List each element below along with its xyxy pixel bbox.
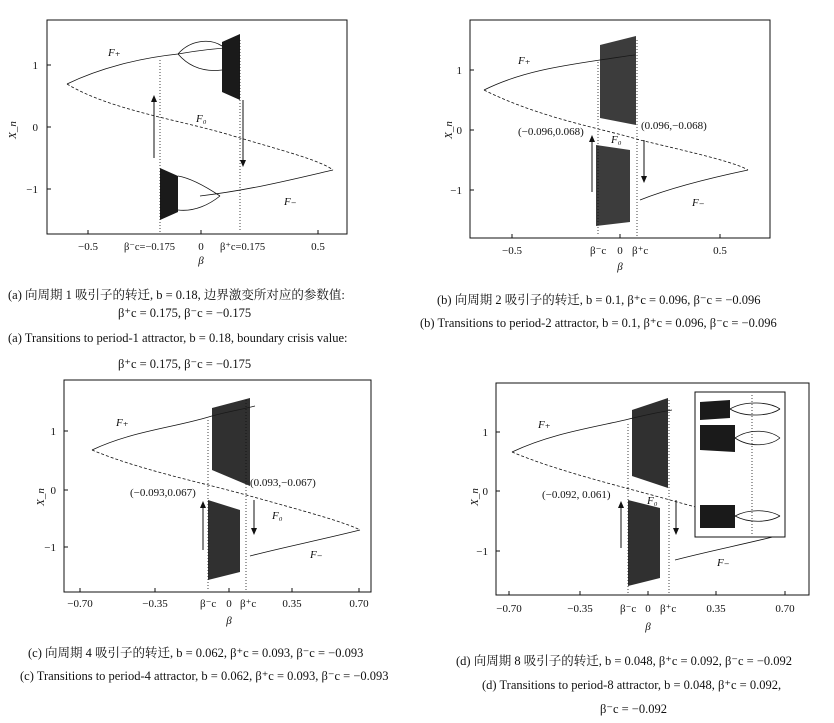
panel-c-label-fplus: F₊ bbox=[116, 417, 129, 429]
panel-c-label-f0: F₀ bbox=[272, 510, 283, 522]
panel-d-xtick: 0 bbox=[645, 603, 651, 615]
panel-a-label-fplus: F₊ bbox=[108, 47, 121, 59]
panel-d-xtick: 0.70 bbox=[775, 603, 795, 615]
panel-a-caption-cn: (a) 向周期 1 吸引子的转迁, b = 0.18, 边界激变所对应的参数值: bbox=[8, 288, 345, 302]
panel-c-xtick: 0.70 bbox=[349, 598, 369, 610]
panel-c-xlabel: β bbox=[226, 615, 232, 627]
panel-b-beta-plus: β⁺c bbox=[632, 245, 649, 257]
panel-a-label-fminus: F₋ bbox=[284, 196, 297, 208]
panel-b-caption-en: (b) Transitions to period-2 attractor, b = 0.1, β⁺c = 0.096, β⁻c = −0.096 bbox=[420, 316, 777, 330]
panel-d-caption-en-2: β⁻c = −0.092 bbox=[600, 702, 667, 716]
panel-a-ytick: 1 bbox=[32, 60, 38, 72]
panel-b-point-2: (0.096,−0.068) bbox=[641, 120, 707, 132]
panel-a-fminus-branch bbox=[200, 170, 333, 196]
panel-d-caption-en: (d) Transitions to period-8 attractor, b = 0.048, β⁺c = 0.092, bbox=[482, 678, 782, 692]
panel-a-caption-cn-2: β⁺c = 0.175, β⁻c = −0.175 bbox=[118, 306, 252, 320]
panel-b-xtick: 0 bbox=[617, 245, 623, 257]
panel-a-unstable-branch bbox=[67, 84, 333, 170]
panel-b bbox=[443, 20, 770, 273]
panel-c-point-2: (0.093,−0.067) bbox=[250, 477, 316, 489]
panel-a-beta-plus: β⁺c=0.175 bbox=[220, 242, 266, 253]
panel-c-point-1: (−0.093,0.067) bbox=[130, 487, 196, 499]
panel-c-ylabel: X_n bbox=[35, 488, 47, 506]
panel-d-beta-minus: β⁻c bbox=[620, 603, 637, 615]
panel-d-label-fminus: F₋ bbox=[717, 557, 730, 569]
panel-d-xlabel: β bbox=[645, 621, 651, 633]
panel-c-beta-plus: β⁺c bbox=[240, 598, 257, 610]
panel-a-beta-minus: β⁻c=−0.175 bbox=[124, 242, 176, 253]
panel-a bbox=[7, 20, 347, 267]
panel-b-ylabel: X_n bbox=[443, 121, 455, 139]
panel-c-upper-chaos bbox=[212, 398, 250, 486]
panel-b-label-fplus: F₊ bbox=[518, 55, 531, 67]
panel-d-beta-plus: β⁺c bbox=[660, 603, 677, 615]
panel-a-frame bbox=[47, 20, 347, 234]
panel-a-caption-en: (a) Transitions to period-1 attractor, b = 0.18, boundary crisis value: bbox=[8, 331, 348, 345]
panel-a-label-f0: F₀ bbox=[196, 113, 207, 125]
panel-b-lower-chaos bbox=[596, 145, 630, 226]
panel-b-xtick: −0.5 bbox=[502, 245, 522, 257]
panel-d-caption-cn: (d) 向周期 8 吸引子的转迁, b = 0.048, β⁺c = 0.092, β⁻c = −0.092 bbox=[456, 654, 793, 668]
panel-d bbox=[469, 383, 809, 633]
panel-c-caption-en: (c) Transitions to period-4 attractor, b = 0.062, β⁺c = 0.093, β⁻c = −0.093 bbox=[20, 669, 389, 683]
panel-c-label-fminus: F₋ bbox=[310, 549, 323, 561]
panel-c-lower-chaos bbox=[208, 500, 240, 580]
panel-d-xtick: −0.35 bbox=[567, 603, 593, 615]
panel-d-upper-chaos bbox=[632, 398, 668, 488]
panel-a-fplus-branch bbox=[67, 47, 240, 84]
panel-a-caption-en-2: β⁺c = 0.175, β⁻c = −0.175 bbox=[118, 357, 252, 371]
panel-b-ytick: −1 bbox=[450, 185, 462, 197]
panel-a-upper-chaos bbox=[222, 34, 240, 100]
panel-c-caption-cn: (c) 向周期 4 吸引子的转迁, b = 0.062, β⁺c = 0.093, β⁻c = −0.093 bbox=[28, 646, 364, 660]
panel-d-lower-chaos bbox=[628, 500, 660, 586]
panel-c-xtick: −0.35 bbox=[142, 598, 168, 610]
panel-a-xtick: 0 bbox=[198, 241, 204, 253]
panel-d-xtick: 0.35 bbox=[706, 603, 726, 615]
panel-a-xtick: 0.5 bbox=[311, 241, 325, 253]
panel-b-caption-cn: (b) 向周期 2 吸引子的转迁, b = 0.1, β⁺c = 0.096, β⁻c = −0.096 bbox=[437, 293, 761, 307]
panel-b-xtick: 0.5 bbox=[713, 245, 727, 257]
panel-b-upper-chaos bbox=[600, 36, 636, 125]
panel-a-lower-chaos bbox=[160, 168, 178, 220]
panel-d-point-1: (−0.092, 0.061) bbox=[542, 489, 611, 501]
panel-c-xtick: 0 bbox=[226, 598, 232, 610]
panel-d-label-f0: F₀ bbox=[647, 495, 658, 507]
panel-b-xlabel: β bbox=[617, 261, 623, 273]
panel-a-ytick: −1 bbox=[26, 184, 38, 196]
panel-c-ytick: 0 bbox=[50, 485, 56, 497]
panel-a-xlabel: β bbox=[198, 255, 204, 267]
panel-b-beta-minus: β⁻c bbox=[590, 245, 607, 257]
panel-c-xtick: 0.35 bbox=[282, 598, 302, 610]
panel-c-ytick: −1 bbox=[44, 542, 56, 554]
panel-d-xtick: −0.70 bbox=[496, 603, 522, 615]
panel-a-xtick: −0.5 bbox=[78, 241, 98, 253]
panel-d-label-fplus: F₊ bbox=[538, 419, 551, 431]
panel-d-ytick: 0 bbox=[482, 486, 488, 498]
panel-b-label-fminus: F₋ bbox=[692, 197, 705, 209]
panel-b-ytick: 1 bbox=[456, 65, 462, 77]
panel-b-ytick: 0 bbox=[456, 125, 462, 137]
panel-c-xtick: −0.70 bbox=[67, 598, 93, 610]
panel-d-ytick: 1 bbox=[482, 427, 488, 439]
panel-c bbox=[35, 380, 371, 627]
panel-a-ylabel: X_n bbox=[7, 121, 19, 139]
panel-d-ylabel: X_n bbox=[469, 488, 481, 506]
panel-c-ytick: 1 bbox=[50, 426, 56, 438]
panel-b-point-1: (−0.096,0.068) bbox=[518, 126, 584, 138]
panel-d-ytick: −1 bbox=[476, 546, 488, 558]
panel-b-label-f0: F₀ bbox=[611, 134, 622, 146]
panel-c-beta-minus: β⁻c bbox=[200, 598, 217, 610]
panel-a-ytick: 0 bbox=[32, 122, 38, 134]
